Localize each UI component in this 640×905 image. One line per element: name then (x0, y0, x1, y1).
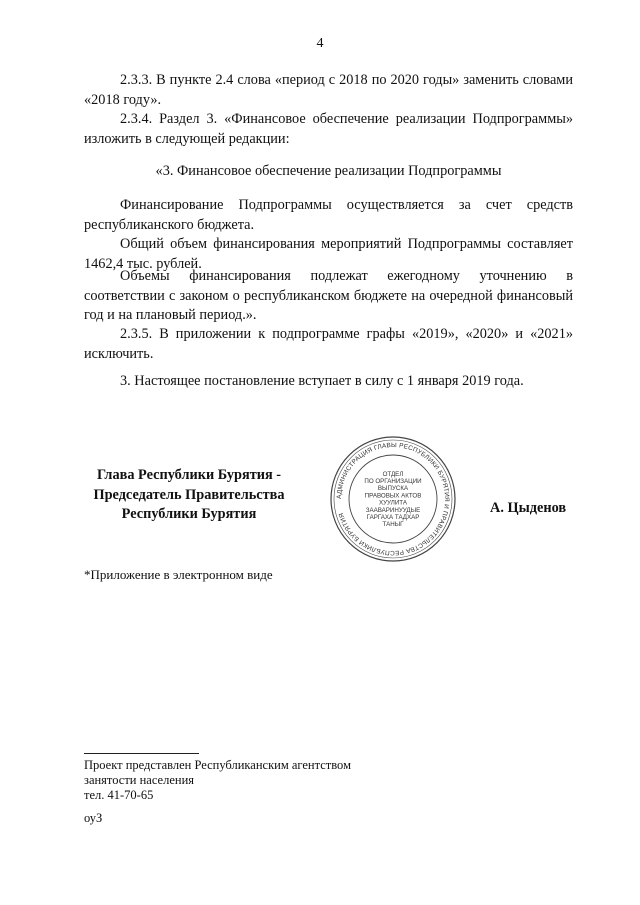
official-stamp (328, 434, 458, 564)
stamp-inner-line: ОТДЕЛ (382, 470, 404, 478)
footer-author-line-1: Проект представлен Республиканским агентством (84, 758, 351, 772)
signatory-title-line-3: Республики Бурятия (121, 506, 257, 522)
stamp-inner-line: ТАНЫГ (382, 521, 404, 529)
signatory-title-line-1: Глава Республики Бурятия - (96, 467, 282, 483)
signatory-title (84, 466, 294, 525)
stamp-inner-line: ПО ОРГАНИЗАЦИИ (364, 478, 422, 485)
paragraph-effective-date: 3. Настоящее постановление вступает в силу с 1 января 2019 года. (120, 373, 524, 389)
paragraph-2-3-5: 2.3.5. В приложении к подпрограмме графы «2019», «2020» и «2021» исключить. (84, 326, 573, 362)
paragraph-annual-update: Объемы финансирования подлежат ежегодному уточнению в соответствии с законом о республиканском бюджете на очередной финансовый год и на плановый период.». (84, 268, 573, 323)
stamp-inner-line: ЗААВАРИНУУДЫЕ (365, 506, 421, 514)
signatory-title-line-2: Председатель Правительства (93, 486, 285, 503)
paragraph-total-volume: Общий объем финансирования мероприятий Подпрограммы составляет 1462,4 тыс. рублей. (84, 236, 573, 272)
svg-text:АДМИНИСТРАЦИЯ ГЛАВЫ РЕСПУБЛИКИ: АДМИНИСТРАЦИЯ ГЛАВЫ РЕСПУБЛИКИ БУРЯТИЯ И ПРАВИТЕЛЬСТВА РЕСПУБЛИКИ БУРЯТИЯ (335, 441, 451, 557)
stamp-inner-line: ВЫПУСКА (377, 485, 409, 493)
stamp-inner-line: ГАРГАХА ТАДХАР (366, 514, 420, 521)
page-number: 4 (316, 36, 324, 51)
stamp-inner-line: ХУУЛИТА (379, 499, 407, 507)
paragraph-financing: Финансирование Подпрограммы осуществляется за счет средств республиканского бюджета. (84, 197, 573, 233)
footer-author-line-2: занятости населения (84, 773, 195, 787)
paragraph-2-3-3: 2.3.3. В пункте 2.4 слова «период с 2018 по 2020 годы» заменить словами «2018 году». (84, 72, 573, 108)
signatory-name: А. Цыденов (490, 500, 567, 516)
footer-document-code: оуЗ (84, 811, 103, 825)
stamp-inner-line: ПРАВОВЫХ АКТОВ (364, 492, 422, 500)
footer-phone: тел. 41-70-65 (84, 788, 154, 802)
footer-divider (84, 753, 199, 754)
section-heading: «3. Финансовое обеспечение реализации Подпрограммы (155, 163, 502, 179)
paragraph-2-3-4: 2.3.4. Раздел 3. «Финансовое обеспечение реализации Подпрограммы» изложить в следующей редакции: (84, 111, 573, 147)
attachment-note: *Приложение в электронном виде (84, 567, 273, 582)
